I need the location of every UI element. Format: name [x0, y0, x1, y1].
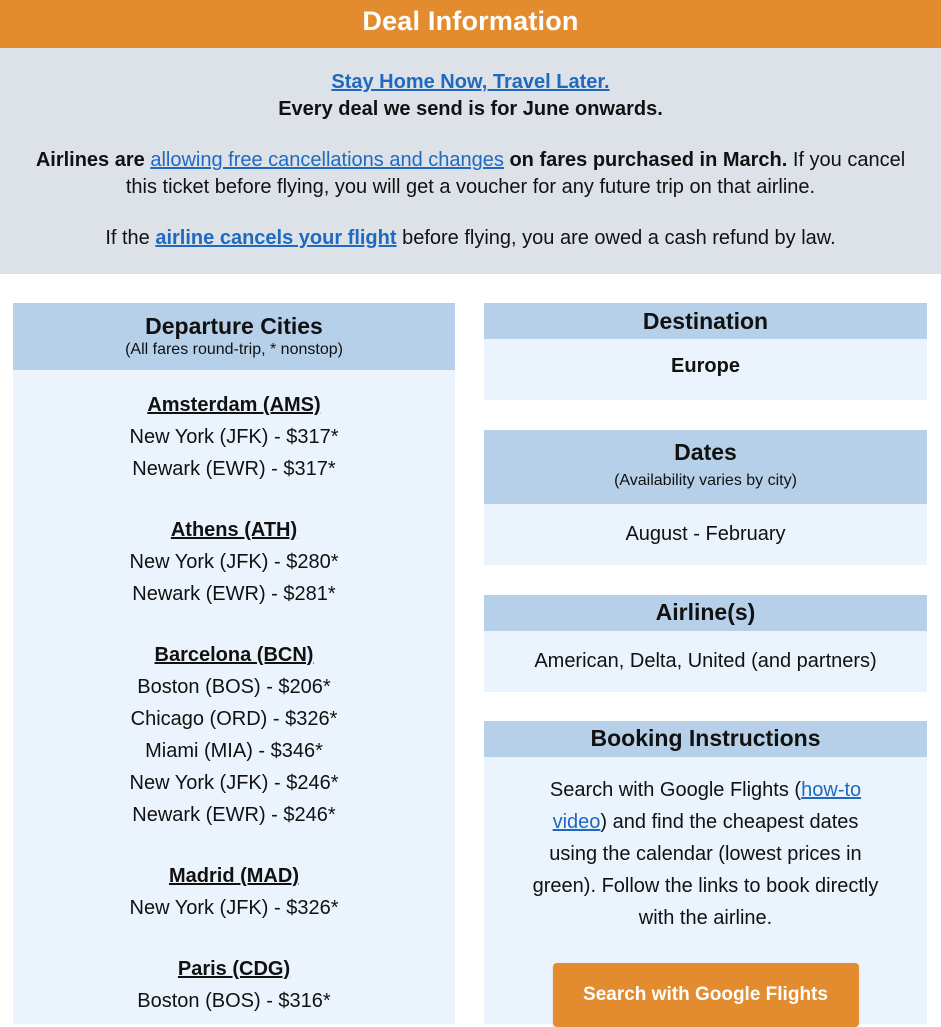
fare-line: Boston (BOS) - $206*	[137, 676, 331, 698]
fare-line: Miami (MIA) - $346*	[145, 740, 323, 762]
booking-header	[484, 721, 927, 757]
june-onwards-text: Every deal we send is for June onwards.	[278, 98, 663, 120]
dates-value: August - February	[625, 523, 786, 545]
how-to-video-link[interactable]: how-to video	[552, 779, 862, 833]
airlines-header	[484, 595, 927, 631]
airlines-panel	[484, 595, 927, 692]
stay-home-link[interactable]: Stay Home Now, Travel Later.	[331, 71, 610, 93]
fare-line: Newark (EWR) - $317*	[132, 458, 336, 480]
fare-line: Chicago (ORD) - $326*	[130, 708, 338, 730]
dates-subtitle: (Availability varies by city)	[614, 472, 797, 489]
city-block	[13, 860, 455, 924]
fare-line: Boston (BOS) - $316*	[137, 990, 331, 1012]
cancellation-paragraph	[20, 147, 921, 201]
city-list	[13, 389, 455, 1017]
fare-line: New York (JFK) - $317*	[129, 426, 339, 448]
destination-title: Destination	[642, 308, 769, 334]
departure-cities-panel	[13, 303, 455, 1024]
fare-line: New York (JFK) - $326*	[129, 897, 339, 919]
airline-cancels-link[interactable]: airline cancels your flight	[155, 227, 397, 249]
page-title: Deal Information	[362, 6, 579, 36]
dates-header	[484, 430, 927, 504]
destination-city-name: Barcelona (BCN)	[154, 644, 314, 666]
departure-header	[13, 303, 455, 370]
refund-prefix: If the	[105, 227, 156, 249]
fare-line: New York (JFK) - $246*	[129, 772, 339, 794]
airlines-title: Airline(s)	[655, 599, 756, 625]
search-google-flights-button[interactable]: Search with Google Flights	[553, 963, 859, 1027]
airlines-bold-suffix: on fares purchased in March.	[503, 149, 788, 171]
refund-line	[0, 227, 941, 250]
booking-text-before: Search with Google Flights (	[549, 779, 802, 801]
refund-suffix: before flying, you are owed a cash refund by law.	[396, 227, 836, 249]
city-block	[13, 639, 455, 831]
deal-header	[0, 0, 941, 48]
destination-city-name: Paris (CDG)	[177, 958, 291, 980]
notice-panel	[0, 48, 941, 274]
dates-panel	[484, 430, 927, 565]
destination-header	[484, 303, 927, 339]
fare-line: Newark (EWR) - $246*	[132, 804, 336, 826]
city-block	[13, 514, 455, 610]
city-block	[13, 389, 455, 485]
booking-panel	[484, 721, 927, 1024]
destination-panel	[484, 303, 927, 400]
fare-line: New York (JFK) - $280*	[129, 551, 339, 573]
booking-instructions	[484, 757, 927, 934]
voucher-text: If you cancel this ticket before flying, you will get a voucher for any future trip on that airline.	[125, 149, 906, 198]
airlines-value: American, Delta, United (and partners)	[534, 650, 877, 672]
departure-subtitle: (All fares round-trip, * nonstop)	[125, 341, 343, 358]
departure-title: Departure Cities	[145, 313, 323, 339]
dates-title: Dates	[674, 439, 737, 465]
fare-line: Newark (EWR) - $281*	[132, 583, 336, 605]
airlines-prefix: Airlines are	[35, 149, 151, 171]
destination-city-name: Madrid (MAD)	[169, 865, 299, 887]
stay-home-line	[0, 71, 941, 94]
city-block	[13, 953, 455, 1017]
booking-text-after: ) and find the cheapest dates using the calendar (lowest prices in green). Follow the links to book directly with the airline.	[532, 811, 879, 929]
booking-title: Booking Instructions	[590, 725, 821, 751]
destination-city-name: Amsterdam (AMS)	[147, 394, 321, 416]
destination-city-name: Athens (ATH)	[170, 519, 298, 541]
free-cancellations-link[interactable]: allowing free cancellations and changes	[150, 149, 504, 171]
destination-value: Europe	[671, 355, 740, 377]
